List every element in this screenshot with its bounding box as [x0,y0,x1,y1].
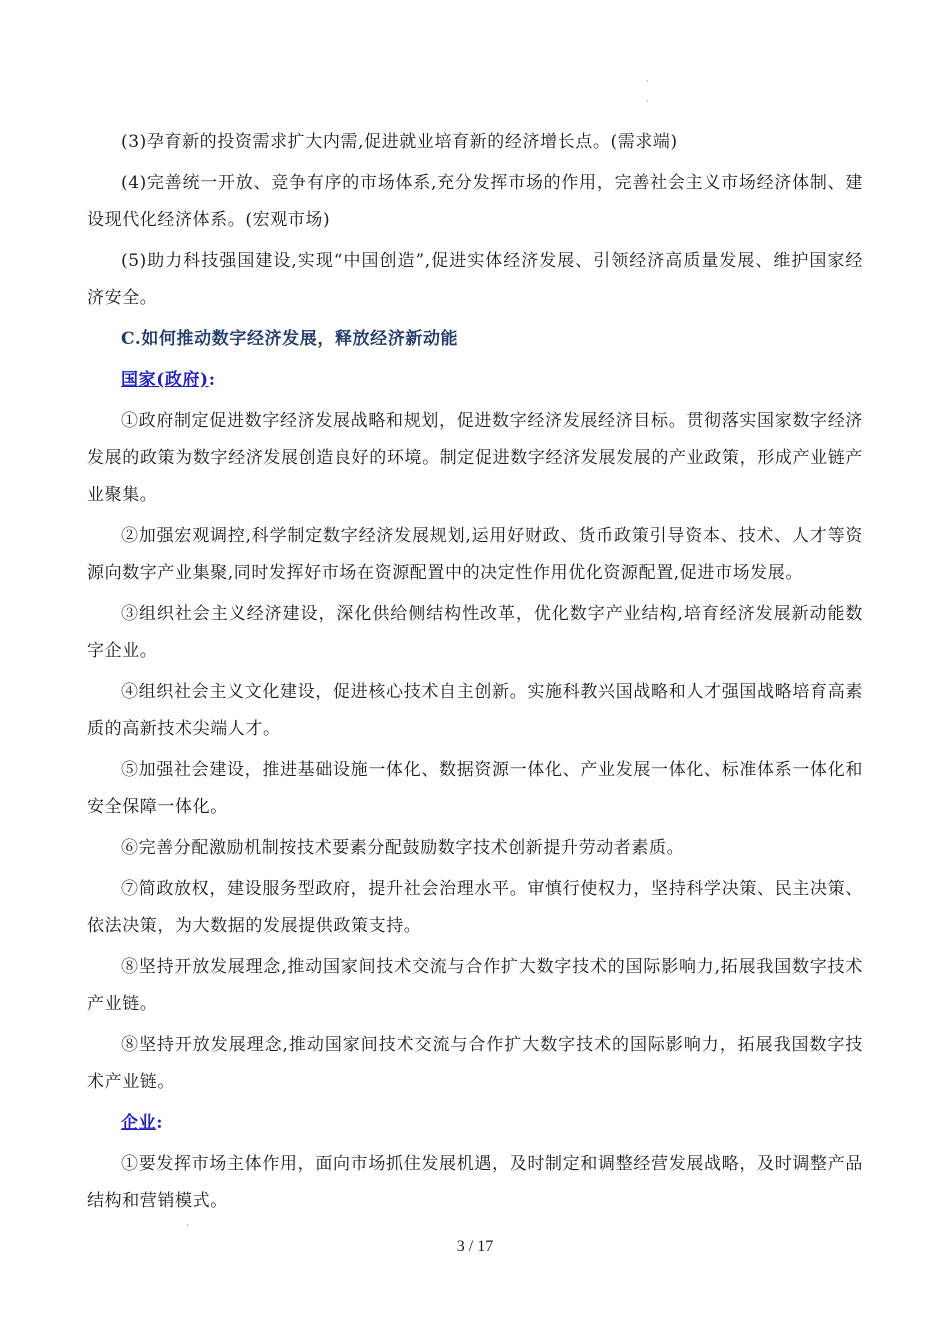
government-item-5: ⑤加强社会建设，推进基础设施一体化、数据资源一体化、产业发展一体化、标准体系一体化和安全保障一体化。 [87,760,863,817]
enterprise-label: 企业 [121,1113,157,1133]
government-subheading [87,362,863,399]
enterprise-subheading [87,1105,863,1142]
page-mark-top: · [646,77,649,87]
government-item-1: ①政府制定促进数字经济发展战略和规划，促进数字经济发展经济目标。贯彻落实国家数字经济发展的政策为数字经济发展创造良好的环境。制定促进数字经济发展发展的产业政策，形成产业链产业聚集。 [87,411,863,505]
government-item-8-repeat: ⑧坚持开放发展理念,推动国家间技术交流与合作扩大数字技术的国际影响力，拓展我国数字技术产业链。 [87,1035,863,1092]
paragraph-4: (4)完善统一开放、竞争有序的市场体系,充分发挥市场的作用，完善社会主义市场经济体制、建设现代化经济体系。(宏观市场) [87,173,863,230]
page-mark-top-2: · [646,97,649,107]
government-item-2: ②加强宏观调控,科学制定数字经济发展规划,运用好财政、货币政策引导资本、技术、人才等资源向数字产业集聚,同时发挥好市场在资源配置中的决定性作用优化资源配置,促进市场发展。 [87,526,863,583]
government-colon: : [208,370,216,390]
government-item-6: ⑥完善分配激励机制按技术要素分配鼓励数字技术创新提升劳动者素质。 [121,838,685,858]
government-item-4: ④组织社会主义文化建设，促进核心技术自主创新。实施科教兴国战略和人才强国战略培育高素质的高新技术尖端人才。 [87,682,863,739]
paragraph-3: (3)孕育新的投资需求扩大内需,促进就业培育新的经济增长点。(需求端) [121,132,678,152]
government-item-7: ⑦简政放权，建设服务型政府，提升社会治理水平。审慎行使权力，坚持科学决策、民主决策、依法决策，为大数据的发展提供政策支持。 [87,879,863,936]
government-item-3: ③组织社会主义经济建设，深化供给侧结构性改革，优化数字产业结构,培育经济发展新动能数字企业。 [87,604,863,661]
enterprise-colon: : [156,1113,164,1133]
enterprise-item-1: ①要发挥市场主体作用，面向市场抓住发展机遇，及时制定和调整经营发展战略，及时调整产品结构和营销模式。 [87,1154,863,1211]
document-body [87,124,863,1224]
government-label: 国家(政府) [121,370,209,390]
section-heading-c: C.如何推动数字经济发展，释放经济新动能 [121,329,459,349]
page-number: 3 / 17 [456,1238,494,1255]
page-mark-bottom: · [186,1221,189,1231]
paragraph-5: (5)助力科技强国建设,实现“中国创造”,促进实体经济发展、引领经济高质量发展、维护国家经济安全。 [87,251,863,308]
government-item-8: ⑧坚持开放发展理念,推动国家间技术交流与合作扩大数字技术的国际影响力,拓展我国数字技术产业链。 [87,957,863,1014]
